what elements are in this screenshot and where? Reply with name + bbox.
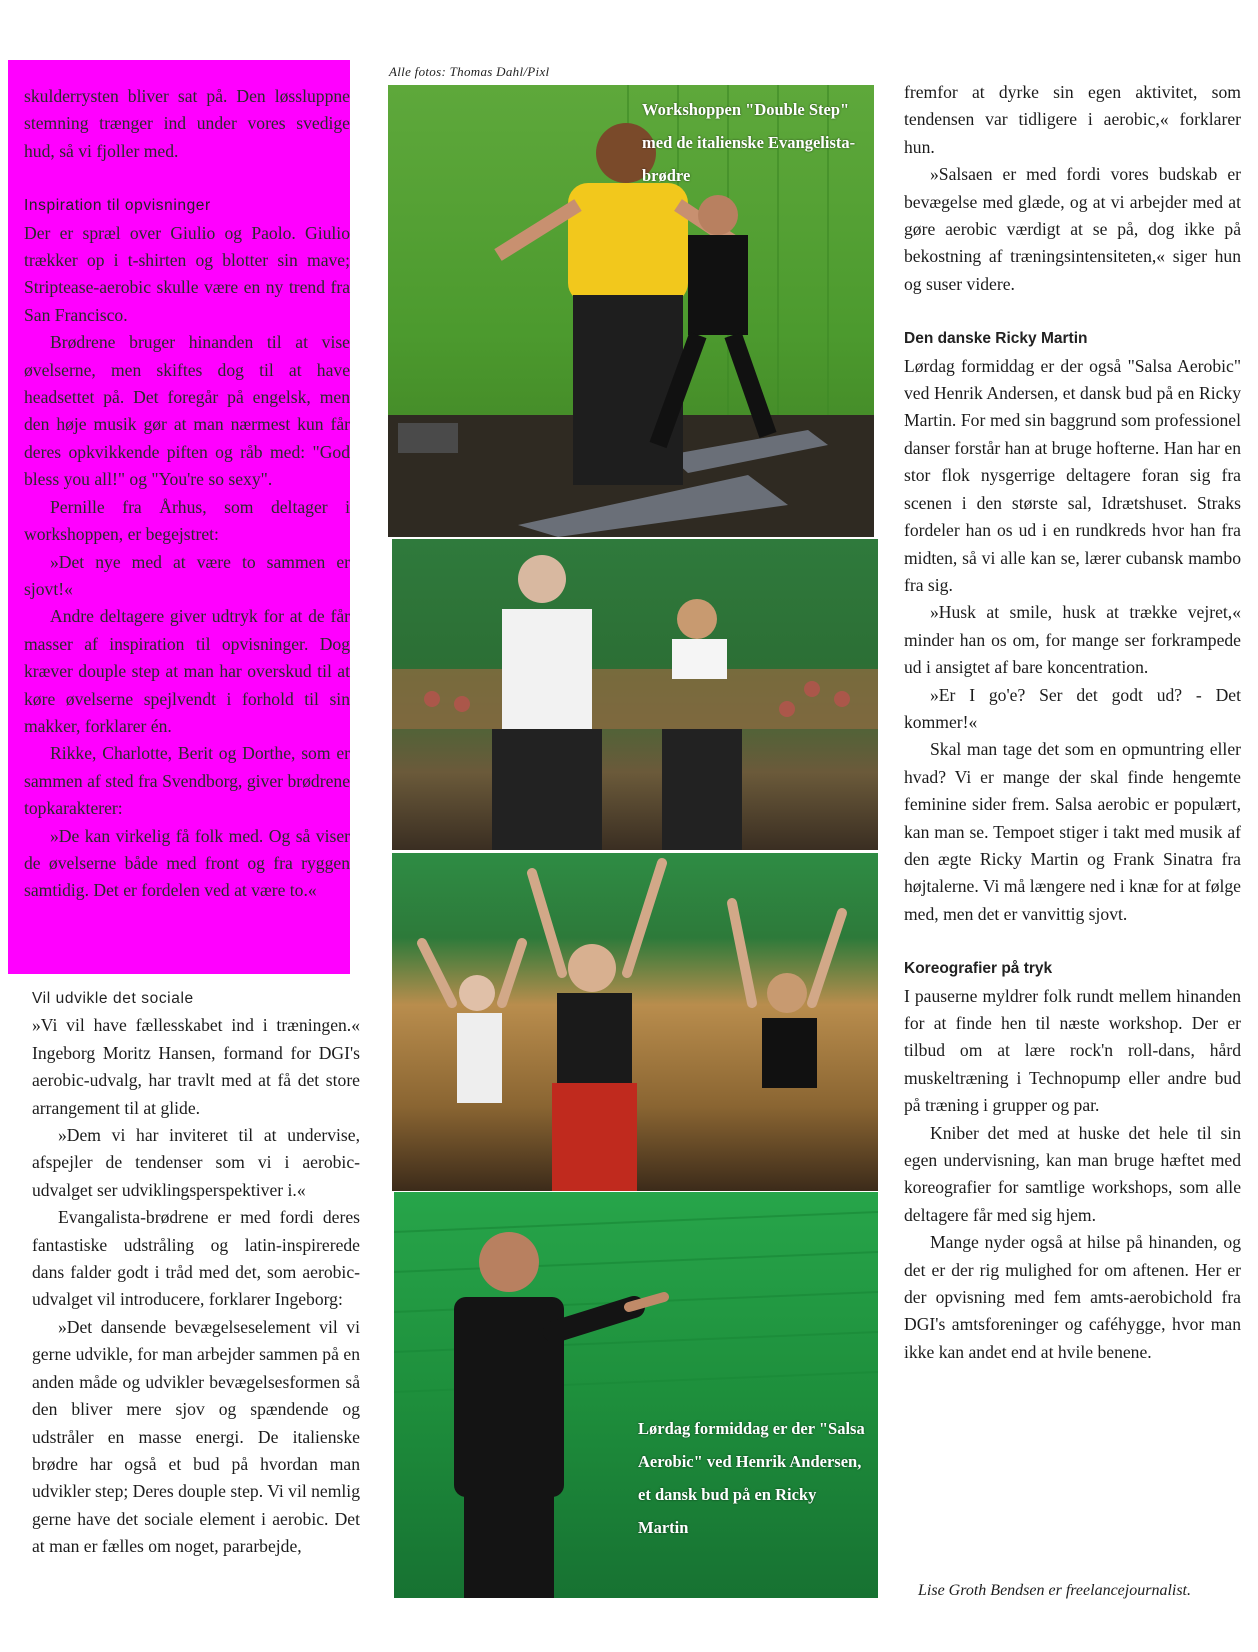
photo-arms-raised [392,853,878,1191]
sidebar-paragraph: Der er spræl over Giulio og Paolo. Giulio trækker op i t-shirten og blotter sin mave; Striptease-aerobic skulle være en ny trend fra San Francisco. [24,222,350,325]
article-paragraph: Mange nyder også at hilse på hinanden, og det er der rig mulighed for om aftenen. Her er der opvisning med fem amts-aerobichold fra DGI's amtsforeninger og caféhygge, hvor man ikke kan andet end at hvile benene. [904,1232,1241,1362]
article-paragraph: »Salsaen er med fordi vores budskab er bevægelse med glæde, og at vi arbejder med at gøre aerobic værdigt at se på, dog ikke på bekostning af træningsintensiteten,« siger hun og suser videre. [904,164,1241,294]
article-paragraph: »Husk at smile, husk at trække vejret,« minder han os om, for mange ser forkrampede ud i ansigtet af bare koncentration. [904,602,1241,678]
photo-arms-illustration [392,853,878,1191]
article-paragraph: »Det dansende bevægelseselement vil vi gerne udvikle, for man arbejder sammen på en anden måde og udvikler bevægelsesformen så den bliver mere sjov og spændende og udstråler en masse energi. De italienske brødre har også et bud på hvordan man udvikler step; Deres douple step. Vi vil nemlig gerne have det sociale element i aerobic. Det at man er fælles om noget, pararbejde, [32,1316,360,1557]
photo-double-step-workshop [388,85,874,537]
sidebar-paragraph: Brødrene bruger hinanden til at vise øvelserne, men skiftes dog til at have headsettet på. Det foregår på engelsk, men den høje musik gør at man nærmest kun får deres opkvikkende piften og råb med: "God bless you all!" og "You're so sexy". [24,332,350,490]
section-heading: Vil udvikle det sociale [32,990,194,1007]
sidebar-paragraph: Andre deltagere giver udtryk for at de får masser af inspiration til opvisninger. Dog kræver douple step at man har overskud til at køre øvelserne spejlvendt i forhold til sin makker, forklarer én. [24,606,350,736]
left-column [32,985,360,1561]
photo-participants-hall [392,539,878,850]
sidebar-heading: Inspiration til opvisninger [24,197,211,215]
article-paragraph: Skal man tage det som en opmuntring eller hvad? Vi er mange der skal finde hengemte feminine sider frem. Salsa aerobic er populært, kan man se. Tempoet stiger i takt med musik af den ægte Ricky Martin og Frank Sinatra fra højtalerne. Vi må længere ned i knæ for at følge med, men det er vanvittig sjovt. [904,739,1241,924]
photo-salsa-instructor [394,1192,878,1598]
sidebar-paragraph: »De kan virkelig få folk med. Og så viser de øvelserne både med front og fra ryggen samtidig. Det er fordelen ved at være to.« [24,825,350,901]
photo-credit: Alle fotos: Thomas Dahl/Pixl [389,64,550,79]
photo-caption: Lørdag formiddag er der "Salsa Aerobic" ved Henrik Andersen, et dansk bud på en Ricky Martin [638,1419,865,1537]
article-paragraph: »Dem vi har inviteret til at undervise, afspejler de tendenser som vi i aerobic-udvalget ser udviklingsperspektiver i.« [32,1125,360,1200]
article-paragraph: Lørdag formiddag er der også "Salsa Aerobic" ved Henrik Andersen, et dansk bud på en Ricky Martin. For med sin baggrund som professionel danser forstår han at bruge hofterne. Han har en stor flok nysgerrige deltagere foran sig fra scenen i den største sal, Idrætshuset. Straks fordeler han os ud i en rundkreds hvor han fra midten, så vi alle kan se, lærer cubansk mambo fra sig. [904,355,1241,595]
article-paragraph: »Er I go'e? Ser det godt ud? - Det kommer!« [904,684,1241,732]
photo-hall-illustration [392,539,878,850]
section-heading: Koreografier på tryk [904,960,1053,978]
article-paragraph: Kniber det med at huske det hele til sin egen undervisning, kan man bruge hæftet med koreografier for samtlige workshops, som alle deltagere får med sig hjem. [904,1122,1241,1225]
sidebar-text [24,83,350,905]
sidebar-paragraph: skulderrysten bliver sat på. Den løssluppne stemning trænger ind under vores svedige hud, så vi fjoller med. [24,86,350,161]
article-paragraph: I pauserne myldrer folk rundt mellem hinanden for at finde hen til næste workshop. Der er tilbud om at lære rock'n roll-dans, hård muskeltræning i Technopump eller andre bud på træning i grupper og par. [904,985,1241,1116]
author-byline: Lise Groth Bendsen er freelancejournalist. [918,1582,1191,1599]
sidebar-paragraph: »Det nye med at være to sammen er sjovt!« [24,551,350,599]
article-paragraph: fremfor at dyrke sin egen aktivitet, som tendensen var tidligere i aerobic,« forklarer hun. [904,82,1241,157]
section-heading: Den danske Ricky Martin [904,330,1088,348]
right-column [904,79,1241,1366]
sidebar-paragraph: Rikke, Charlotte, Berit og Dorthe, som er sammen af sted fra Svendborg, giver brødrene topkarakterer: [24,743,350,819]
article-paragraph: »Vi vil have fællesskabet ind i træningen.« Ingeborg Moritz Hansen, formand for DGI's aerobic-udvalg, har travlt med at få det store arrangement til at glide. [32,1015,360,1118]
sidebar-paragraph: Pernille fra Århus, som deltager i workshoppen, er begejstret: [24,496,350,545]
photo-caption: Workshoppen "Double Step" med de italienske Evangelista-brødre [642,100,856,185]
article-paragraph: Evangalista-brødrene er med fordi deres fantastiske udstråling og latin-inspirerede dans falder godt i tråd med det, som aerobic-udvalget vil introducere, forklarer Ingeborg: [32,1207,360,1310]
